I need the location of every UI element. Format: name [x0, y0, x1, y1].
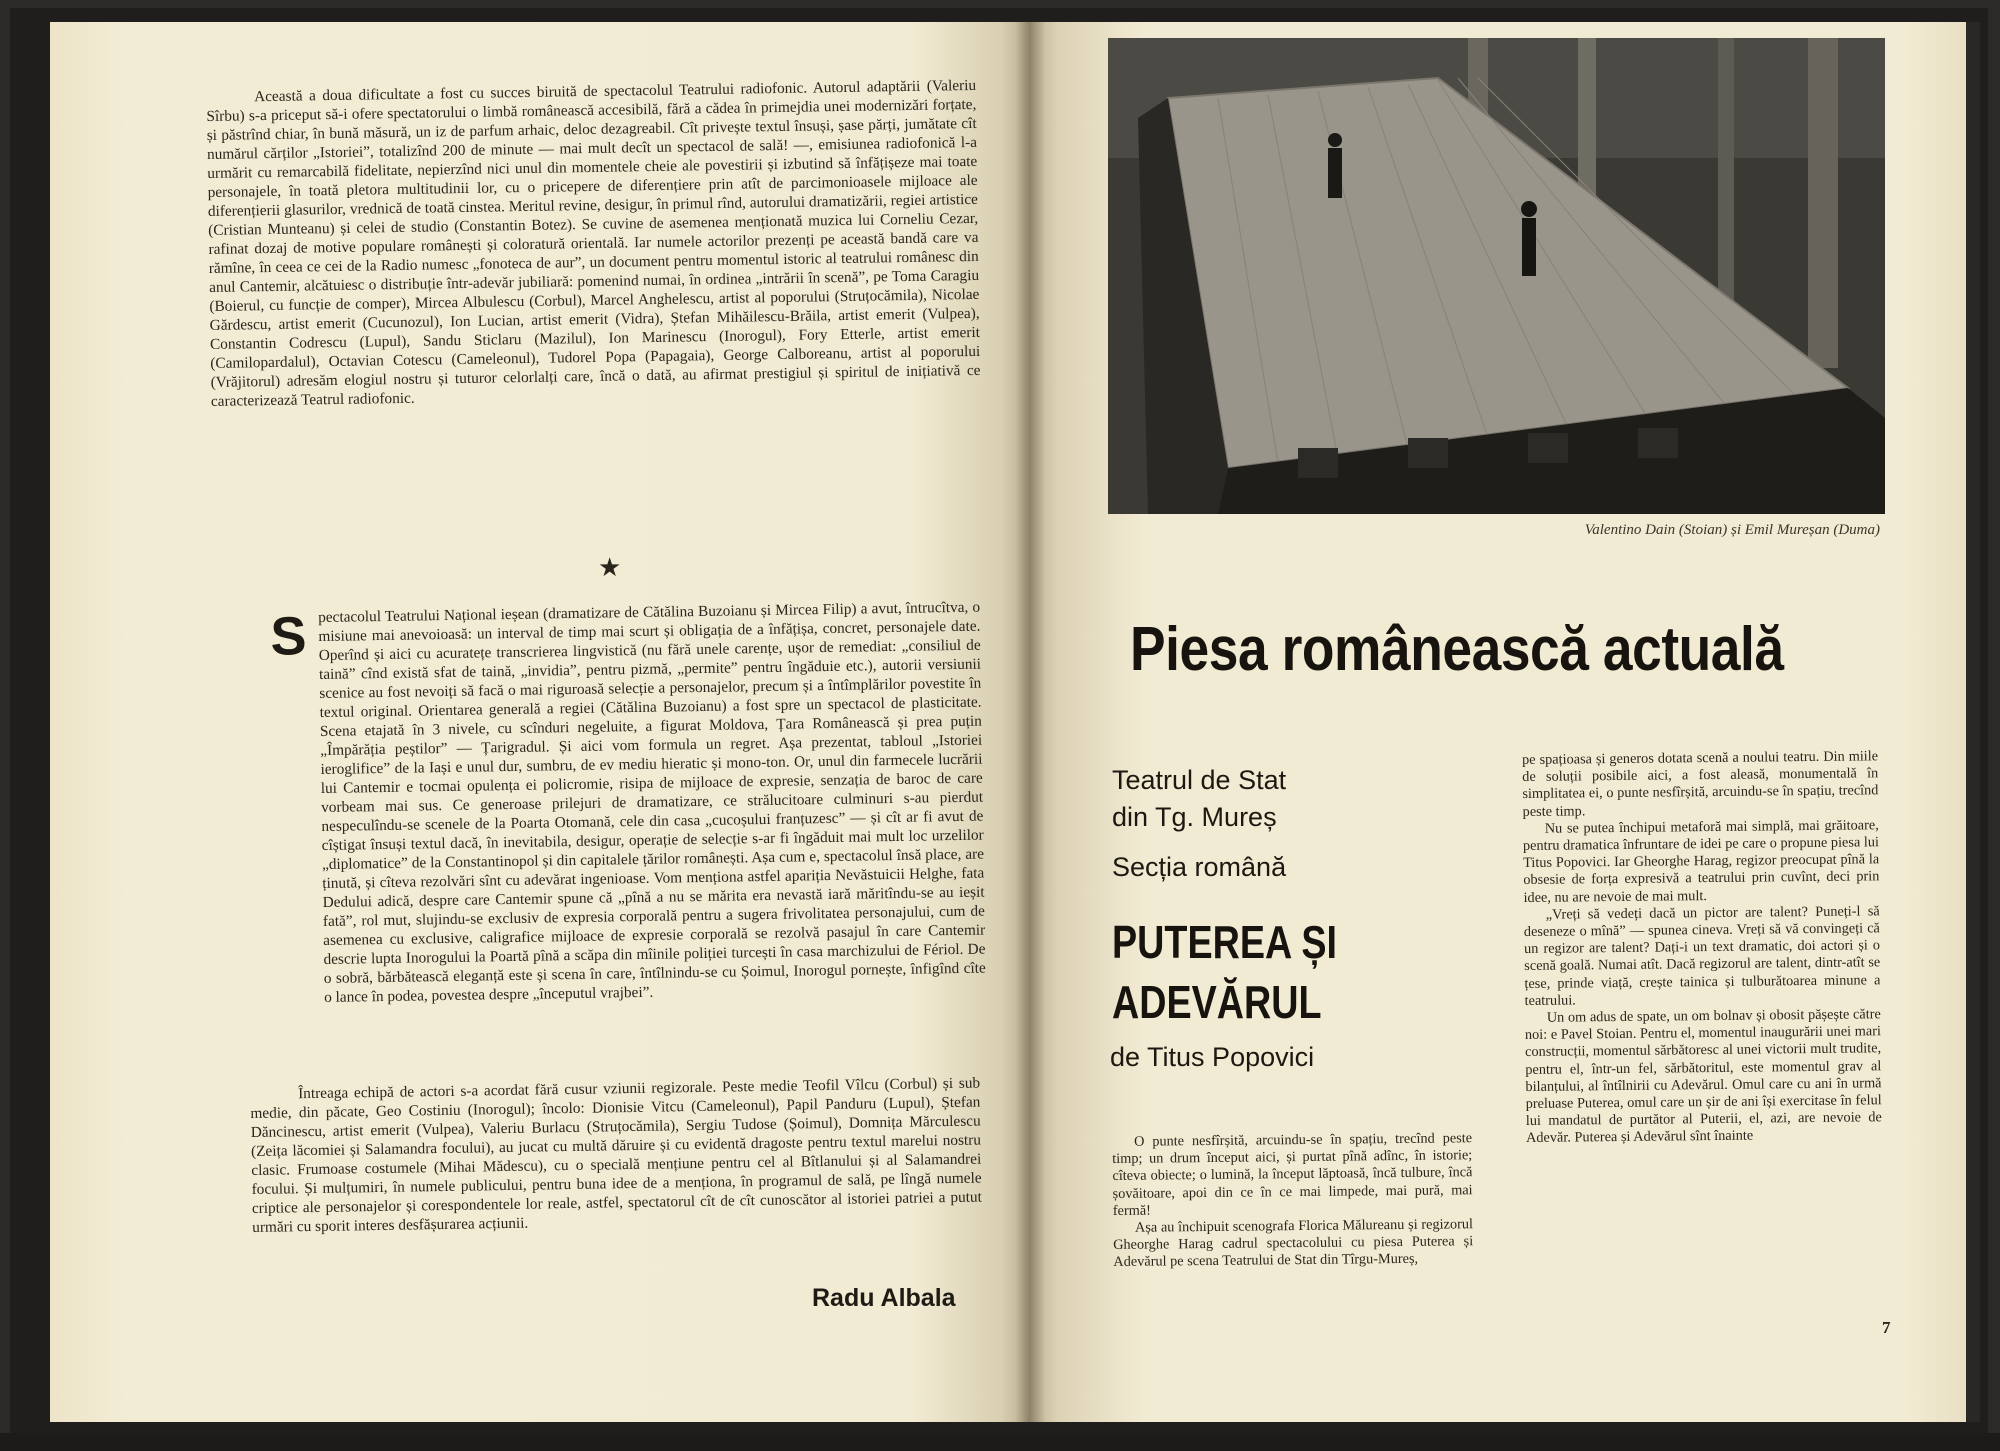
iasi-paragraph: pectacolul Teatrului Național ieșean (dramatizare de Cătălina Buzoianu și Mircea Filip) a avut, întrucîtva, o misiune mai anevoioasă: un interval de timp mai scurt și obligația de a înfățișa, concret, personajele date. Operînd și aici cu acuratețe transcrierea lingvistică (nu fără unele carențe, ușor de remediat: „consiliul de taină” cînd există sfat de taină, „invidia”, pentru pizmă, „permite” pentru îngăduie etc.), autorii versiunii scenice au fost nevoiți să facă o mai riguroasă selecție a personajelor, precum și a întîmplărilor povestite în textul original. Orientarea generală a regiei (Cătălina Buzoianu) a fost spre un spectacol de plasticitate. Scena etajată în 3 nivele, cu scînduri negeluite, a figurat Moldova, Țara Românească și prea puțin „Împărăția peștilor” — Țarigradul. Și aici vom formula un regret. Așa prezentat, tabloul „Istoriei ieroglifice” de la Iași e unul dur, sumbru, de ev mediu hieratic și mono-ton. Or, unul din farmecele lucrării lui Cantemir e tocmai opulența ei policromie, risipa de mijloace de expresie, senzația de baroc de care vorbeam mai sus. Ce generoase prilejuri de dramatizare, ce strălucitoare culminuri s-au pierdut nespeculîndu-se scenele de la Poarta Otomană, cele din casa „cucoșului franțuzesc” — și cît ar fi avut de cîștigat însuși textul dacă, în inevitabila, desigur, operație de selecție s-ar fi îngăduit mai mult loc urzelilor „diplomatice” de la Constantinopol și din capitalele țărilor românești. Așa cum e, spectacolul însă place, are ținută, și cîteva rezolvări sînt cu adevărat ingenioase. Vom menționa astfel apariția Nevăstuicii Helghe, fata Dedului adică, despre care Cantemir spune că „pînă a nu se mărita era nevastă iară măritîndu-se au ieșit fată”, rol mut, slujindu-se exclusiv de expresia corporală pentru a sugera frivolitatea personajului, cum de asemenea cu exclusive, caligrafice mijloace de expresie corporală se rezolvă pasajul în care Cantemir descrie lupta Inorogului la Poartă pînă a scăpa din mîinile poliției turcești în casa marchizului de Fériol. De o sobră, bărbătească eleganță este și scena în care, întîlnindu-se cu Șoimul, Inorogul pornește, înfigînd cîte o lance în podea, povestea despre „începutul vrajbei”.: [318, 598, 986, 1006]
theatre-line-1: Teatrul de Stat: [1112, 765, 1287, 795]
stage-photo: [1108, 38, 1885, 514]
play-author: de Titus Popovici: [1110, 1042, 1315, 1072]
photo-caption: Valentino Dain (Stoian) și Emil Mureșan (Duma): [1584, 522, 1880, 538]
section-separator-star: ★: [598, 553, 622, 582]
drop-cap: S: [269, 606, 307, 667]
iasi-paragraph-block: [269, 598, 986, 1007]
theatre-line-2: din Tg. Mureș: [1112, 802, 1277, 832]
column-paragraph: pe spațioasa și generos dotata scenă a noului teatru. Din miile de soluții posibile aici, a fost aleasă, monumentală în simplitatea ei, o punte nesfîrșită, arcuindu-se în spațiu, trecînd peste timp.: [1522, 748, 1879, 820]
intro-paragraph: Această a doua dificultate a fost cu succes biruită de spectacolul Teatrului radiofonic. Autorul adaptării (Valeriu Sîrbu) s-a priceput să-i ofere spectatorului o limbă românească accesibilă, fără a cădea în primejdia unei modernizări forțate, și păstrînd chiar, în bună măsură, un iz de parfum arhaic, deloc dezagreabil. Cît privește textul însuși, șase părți, jumătate cît numărul cărților „Istoriei”, totalizînd 200 de minute — mai mult decît un spectacol de sală! —, emisiunea radiofonică l-a urmărit cu remarcabilă fidelitate, nepierzînd nici unul din momentele cheie ale povestirii și izbutind să înfățișeze mai toate personajele, în toată pletora multitudinii lor, cu o pricepere de diferențiere prin atît de parcimonioasele mijloace ale diferențierii glasurilor, vrednică de toată cinstea. Meritul revine, desigur, în primul rînd, autorului dramatizării, regiei artistice (Cristian Munteanu) și celei de studio (Constantin Botez). Se cuvine de asemenea menționată muzica lui Corneliu Cezar, rafinat dozaj de motive populare românești și coloratură orientală. Iar numele actorilor prezenți pe această bandă care va rămîne, în ceea ce cei de la Radio numesc „fonoteca de aur”, un document pentru momentul istoric al teatrului românesc din anul Cantemir, alcătuiesc o distribuție într-adevăr jubiliară: pomenind numai, în ordinea „intrării în scenă”, pe Toma Caragiu (Boierul, cu funcție de comper), Mircea Albulescu (Corbul), Marcel Anghelescu, artist al poporului (Struțocămila), Nicolae Gărdescu, artist emerit (Cucunozul), Ion Lucian, artist emerit (Vidra), Ștefan Mihăilescu-Brăila, artist emerit (Vulpea), Constantin Codrescu (Lupul), Sandu Sticlaru (Mazilul), Ion Marinescu (Inorogul), Fory Etterle, artist emerit (Camilopardalul), Octavian Cotescu (Cameleonul), Tudorel Popa (Papagaia), George Calboreanu, artist al poporului (Vrăjitorul) adresăm elogiul nostru și tuturor celorlalți care, încă o dată, au afirmat prestigiul și spiritul de inițiativă ce caracterizează Teatrul radiofonic.: [206, 76, 981, 410]
article-column-right: [1522, 748, 1882, 1147]
theatre-name: [1112, 762, 1412, 836]
play-title-line-2: ADEVĂRUL: [1112, 976, 1322, 1028]
cast-paragraph: Întreaga echipă de actori s-a acordat fără cusur vziunii regizorale. Peste medie Teofil Vîlcu (Corbul) și sub medie, din păcate, Geo Costiniu (Inorogul); încolo: Dionisie Vitcu (Cameleonul), Papil Panduru (Lupul), Ștefan Dăncinescu, artist emerit (Vulpea), Valeriu Burlacu (Struțocămila), Sergiu Tudose (Șoimul), Domnița Mărculescu (Zeița lăcomiei și Salamandra focului), au jucat cu multă dăruire și cu evidentă dragoste pentru textul marelui nostru clasic. Frumoase costumele (Mihai Mădescu), cu o specială mențiune pentru cel al Bîtlanului și al Salamandrei focului. Și mulțumiri, în numele publicului, pentru buna idee de a menționa, în programul de sală, pe lîngă numele criptice ale personajelor și corespondentele lor reale, astfel, spectatorul cît de cît cunoscător al istoriei patriei a putut urmări cu sporit interes desfășurarea acțiunii.: [250, 1074, 982, 1236]
author-signature: Radu Albala: [812, 1284, 956, 1312]
column-paragraph: Nu se putea închipui metaforă mai simplă, mai grăitoare, pentru dramatica înfruntare de idei pe care o propune piesa lui Titus Popovici. Iar Gheorghe Harag, regizor preocupat pînă la obsesie de forța expresivă a teatrului prin cuvînt, deci prin idee, nu are nevoie de mai mult.: [1522, 817, 1880, 906]
column-paragraph: „Vreți să vedeți dacă un pictor are talent? Puneți-l să deseneze o mînă” — spunea cineva. Vreți să vă convingeți că un regizor are talent? Dați-i un text dramatic, doi actori și o scenă goală. Numai atît. Dacă regizorul are talent, dintr-atît se țese, prinde viață, crește tainica și tulburătoarea minune a teatrului.: [1523, 903, 1881, 1009]
right-page: [1030, 22, 1980, 1422]
book-spread: [10, 8, 1988, 1440]
column-paragraph: Așa au închipuit scenografa Florica Mălureanu și regizorul Gheorghe Harag cadrul spectacolului cu piesa Puterea și Adevărul pe scena Teatrului de Stat din Tîrgu-Mureș,: [1113, 1216, 1474, 1271]
section-headline: Piesa românească actuală: [1130, 615, 1784, 684]
theatre-section: Secția română: [1112, 852, 1287, 882]
bottom-strip: [0, 1433, 2000, 1451]
book-gutter: [1015, 22, 1045, 1422]
stage-photo-image: [1108, 38, 1885, 514]
left-page: [50, 22, 1030, 1422]
play-title-line-1: PUTEREA ȘI: [1112, 916, 1337, 968]
play-title: [1112, 912, 1374, 1032]
article-column-left: [1112, 1130, 1473, 1271]
page-number: 7: [1882, 1318, 1891, 1337]
page-edge-shadow: [1966, 22, 1980, 1422]
column-paragraph: O punte nesfîrșită, arcuindu-se în spațiu, trecînd peste timp; un drum început aici, și purtat pînă adînc, în istorie; cîteva obiecte; o lumină, la început lăptoasă, încă tulbure, încă șovăitoare, apoi din ce în ce mai limpede, mai pură, mai fermă!: [1112, 1130, 1473, 1219]
column-paragraph: Un om adus de spate, un om bolnav și obosit pășește către noi: e Pavel Stoian. Pentru el, momentul inaugurării unei mari construcții, momentul sărbătoresc al unei victorii mult trudite, pentru el, într-un fel, sărbătoritul, este momentul grav al bilanțului, al întîlnirii cu Adevărul. Omul care cu ani în urmă preluase Puterea, omul care un șir de ani își exercitase în felul lui mandatul de purtător al Puterii, el, azi, are nevoie de Adevăr. Puterea și Adevărul sînt înainte: [1524, 1006, 1882, 1147]
